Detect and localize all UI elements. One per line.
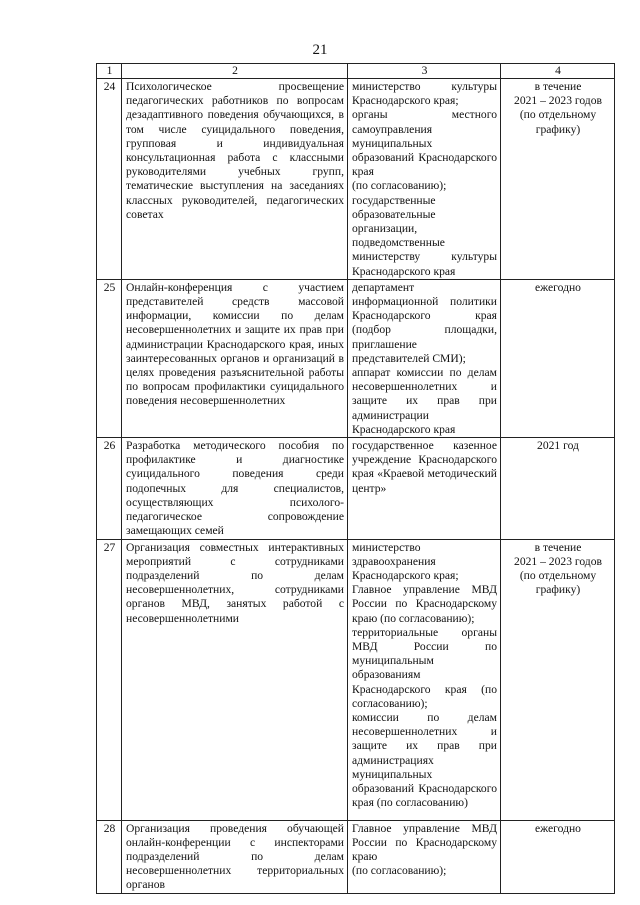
row-number: 28 xyxy=(97,820,122,893)
table-row xyxy=(97,539,615,820)
table-row xyxy=(97,820,615,893)
row-number: 26 xyxy=(97,438,122,539)
responsible-executors: департамент информационной политики Краснодарского края (подбор площадки, приглашение представителей СМИ); аппарат комиссии по делам несовершеннолетних и защите их прав при администрации Краснодарского края xyxy=(348,279,501,437)
execution-term: в течение 2021 – 2023 годов (по отдельному графику) xyxy=(501,79,615,280)
event-description: Психологическое просвещение педагогических работников по вопросам дезадаптивного поведения обучающихся, в том числе суицидального поведения, групповая и индивидуальная консультационная работа с классными руководителями учебных групп, тематические выступления на заседаниях классных руководителей, педагогических советах xyxy=(122,79,348,280)
execution-term: ежегодно xyxy=(501,279,615,437)
row-number: 27 xyxy=(97,539,122,820)
column-header-event: 2 xyxy=(122,64,348,79)
column-header-executors: 3 xyxy=(348,64,501,79)
responsible-executors: государственное казенное учреждение Краснодарского края «Краевой методический центр» xyxy=(348,438,501,539)
execution-term: в течение 2021 – 2023 годов (по отдельному графику) xyxy=(501,539,615,820)
page-number: 21 xyxy=(312,42,328,58)
table-header-row xyxy=(97,64,615,79)
responsible-executors: Главное управление МВД России по Краснодарскому краю (по согласованию); xyxy=(348,820,501,893)
column-header-term: 4 xyxy=(501,64,615,79)
event-description: Онлайн-конференция с участием представителей средств массовой информации, комиссии по делам несовершеннолетних и защите их прав при администрации Краснодарского края, иных заинтересованных органов и организаций в целях проведения разъяснительной работы по вопросам профилактики суицидального поведения несовершеннолетних xyxy=(122,279,348,437)
table-row xyxy=(97,279,615,437)
row-number: 25 xyxy=(97,279,122,437)
column-header-number: 1 xyxy=(97,64,122,79)
event-description: Организация совместных интерактивных мероприятий с сотрудниками подразделений по делам несовершеннолетних, сотрудниками органов МВД, занятых работой с несовершеннолетними xyxy=(122,539,348,820)
event-description: Разработка методического пособия по профилактике и диагностике суицидального поведения среди подопечных для специалистов, осуществляющих психолого-педагогическое сопровождение замещающих семей xyxy=(122,438,348,539)
responsible-executors: министерство здравоохранения Краснодарского края; Главное управление МВД России по Краснодарскому краю (по согласованию); территориальные органы МВД России по муниципальным образованиям Краснодарского края (по согласованию); комиссии по делам несовершеннолетних и защите их прав при администрациях муниципальных образований Краснодарского края (по согласованию) xyxy=(348,539,501,820)
event-description: Организация проведения обучающей онлайн-конференции с инспекторами подразделений по делам несовершеннолетних территориальных органов xyxy=(122,820,348,893)
execution-term: ежегодно xyxy=(501,820,615,893)
execution-term: 2021 год xyxy=(501,438,615,539)
responsible-executors: министерство культуры Краснодарского края; органы местного самоуправления муниципальных образований Краснодарского края (по согласованию); государственные образовательные организации, подведомственные министерству культуры Краснодарского края xyxy=(348,79,501,280)
row-number: 24 xyxy=(97,79,122,280)
action-plan-table xyxy=(96,63,615,894)
table-row xyxy=(97,438,615,539)
table-row xyxy=(97,79,615,280)
